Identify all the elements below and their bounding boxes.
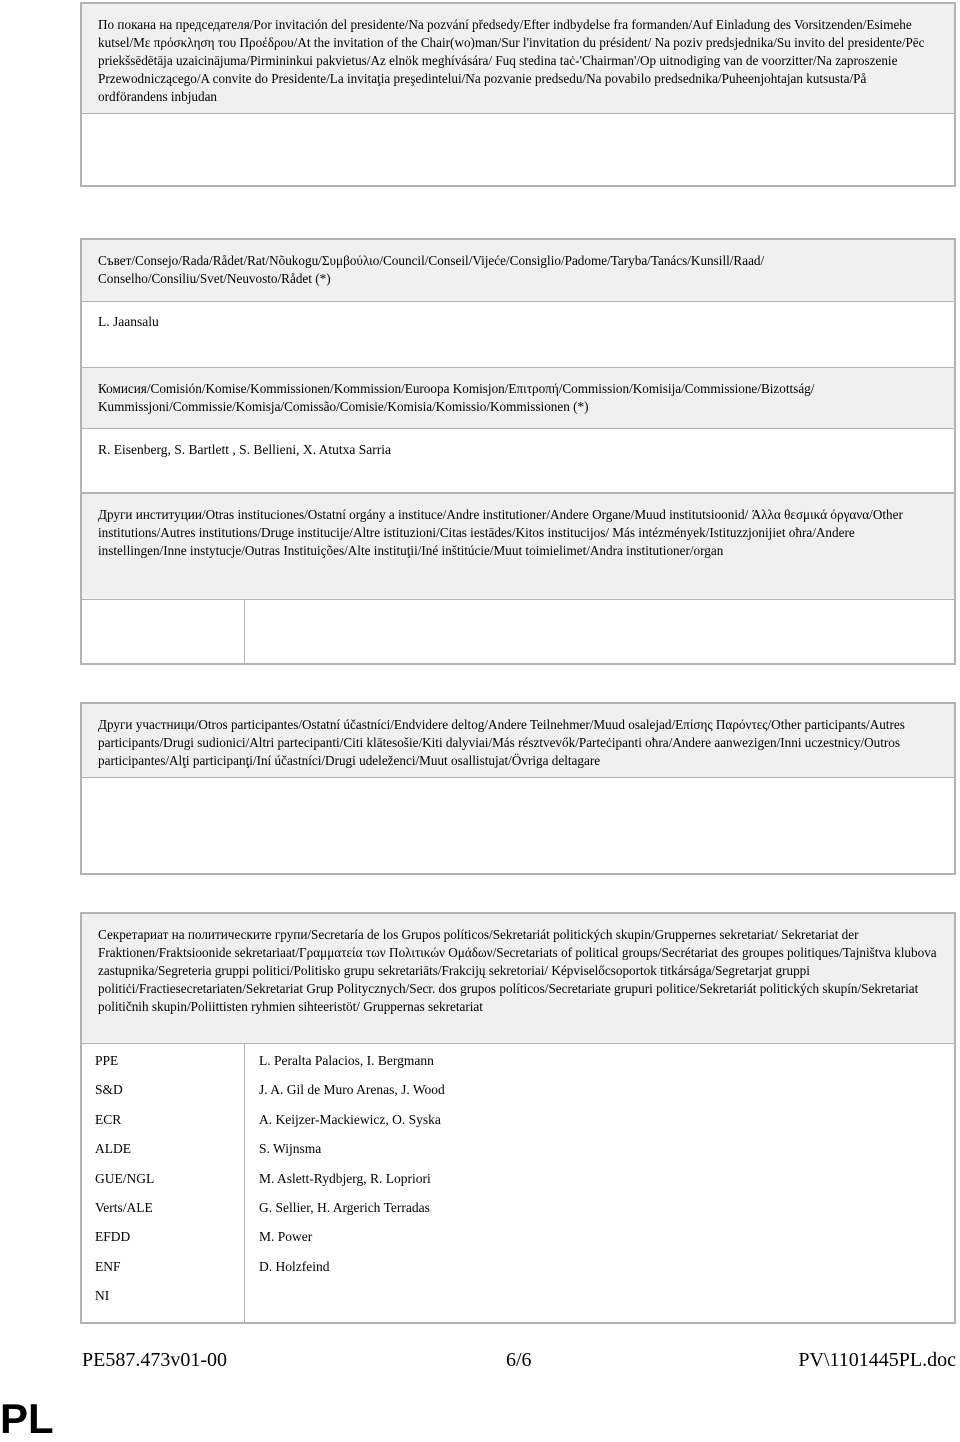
group-members: D. Holzfeind xyxy=(259,1258,330,1274)
commission-names: R. Eisenberg, S. Bartlett , S. Bellieni, X. Atutxa Sarria xyxy=(98,442,391,457)
secretariats-section xyxy=(80,912,956,1324)
group-members: J. A. Gil de Muro Arenas, J. Wood xyxy=(259,1082,445,1098)
other-participants-heading: Други участници/Otros participantes/Ostatní účastníci/Endvidere deltog/Andere Teilnehmer/Muud osalejad/Επίσης Παρόντες/Other participants/Autres participants/Drugi sudionici/Altri partecipanti/Citi klātesošie/Kiti dalyviai/Más résztvevők/Parteċipanti oħra/Andere aanwezigen/Inni uczestnicy/Outros participantes/Alţi participanţi/Iní účastníci/Drugi udeleženci/Muut osallistujat/Övriga deltagare xyxy=(82,704,954,778)
group-name: EFDD xyxy=(95,1229,131,1245)
footer-page-number: 6/6 xyxy=(506,1349,532,1371)
group-name: Verts/ALE xyxy=(95,1199,153,1215)
chairman-body xyxy=(82,114,954,185)
other-participants-body xyxy=(82,778,954,873)
member-list xyxy=(259,1052,939,1317)
group-name: NI xyxy=(95,1288,110,1304)
group-members: G. Sellier, H. Argerich Terradas xyxy=(259,1199,430,1215)
other-participants-section xyxy=(80,702,956,875)
group-name: ENF xyxy=(95,1258,121,1274)
other-institutions-left-cell xyxy=(82,600,245,663)
group-members xyxy=(259,1287,939,1316)
group-members: S. Wijnsma xyxy=(259,1141,322,1157)
chairman-heading: По покана на председателя/Por invitación del presidente/Na pozvání předsedy/Efter indbydelse fra formanden/Auf Einladung des Vorsitzenden/Esimehe kutsel/Με πρόσκληση του Προέδρου/At the invitation of the Chair(wo)man/Sur l'invitation du président/ Na poziv predsjednika/Su invito del presidente/Pēc priekšsēdētāja uzaicinājuma/Pirmininkui pakvietus/Az elnök meghívására/ Fuq stedina taċ-'Chairman'/Op uitnodiging van de voorzitter/Na zaproszenie Przewodniczącego/A convite do Presidente/La invitaţia preşedintelui/Na pozvanie predsedu/Na povabilo predsednika/Puheenjohtajan kutsusta/På ordförandens inbjudan xyxy=(82,4,954,114)
group-name: ALDE xyxy=(95,1141,131,1157)
secretariats-body xyxy=(82,1044,954,1322)
group-members: M. Aslett-Rydbjerg, R. Lopriori xyxy=(259,1170,431,1186)
group-members: A. Keijzer-Mackiewicz, O. Syska xyxy=(259,1111,441,1127)
institutions-section xyxy=(80,238,956,494)
footer-file-name: PV\1101445PL.doc xyxy=(798,1349,956,1371)
group-list xyxy=(95,1052,235,1317)
council-names: L. Jaansalu xyxy=(98,314,159,329)
language-tag: PL xyxy=(0,1395,54,1442)
secretariats-heading: Секретариат на политическите групи/Secretaría de los Grupos políticos/Sekretariát politických skupin/Gruppernes sekretariat/ Sekretariat der Fraktionen/Fraktsioonide sekretariaat/Γραμματεία των Πολιτικών Ομάδων/Secretariats of political groups/Secrétariat des groupes politiques/Tajništva klubova zastupnika/Segreteria gruppi politici/Politisko grupu sekretariāts/Frakcijų sekretoriai/ Képviselőcsoportok titkársága/Segretarjat gruppi politiċi/Fractiesecretariaten/Sekretariat Grup Politycznych/Secr. dos grupos políticos/Secretariate grupuri politice/Sekretariát politických skupín/Sekretariat političnih skupin/Poliittisten ryhmien sihteeristöt/ Gruppernas sekretariat xyxy=(82,914,954,1044)
group-name: PPE xyxy=(95,1053,119,1068)
group-name: ECR xyxy=(95,1111,122,1127)
group-name: GUE/NGL xyxy=(95,1170,155,1186)
other-institutions-heading: Други институции/Otras instituciones/Ostatní orgány a instituce/Andre institutioner/Andere Organe/Muud institutsioonid/ Άλλα θεσμικά όργανα/Other institutions/Autres institutions/Druge institucije/Altre istituzioni/Citas iestādes/Kitos institucijos/ Más intézmények/Istituzzjonijiet oħra/Andere instellingen/Inne instytucje/Outras Instituições/Alte instituţii/Iné inštitúcie/Muut toimielimet/Andra institutioner/organ xyxy=(82,494,954,600)
council-heading: Съвет/Consejo/Rada/Rådet/Rat/Nõukogu/Συμβούλιο/Council/Conseil/Vijeće/Consiglio/Padome/Taryba/Tanács/Kunsill/Raad/ Conselho/Consiliu/Svet/Neuvosto/Rådet (*) xyxy=(82,240,954,302)
commission-heading: Комисия/Comisión/Komise/Kommissionen/Kommission/Euroopa Komisjon/Επιτροπή/Commission/Komisija/Commissione/Bizottság/ Kummissjoni/Commissie/Komisja/Comissão/Comisie/Komisia/Komissio/Kommissionen (*) xyxy=(82,367,954,429)
other-institutions-section xyxy=(80,492,956,665)
footer-doc-ref: PE587.473v01-00 xyxy=(82,1349,227,1371)
group-members: L. Peralta Palacios, I. Bergmann xyxy=(259,1053,434,1068)
group-name: S&D xyxy=(95,1082,123,1098)
chairman-section xyxy=(80,2,956,187)
group-members: M. Power xyxy=(259,1229,313,1245)
other-institutions-body xyxy=(82,600,954,663)
